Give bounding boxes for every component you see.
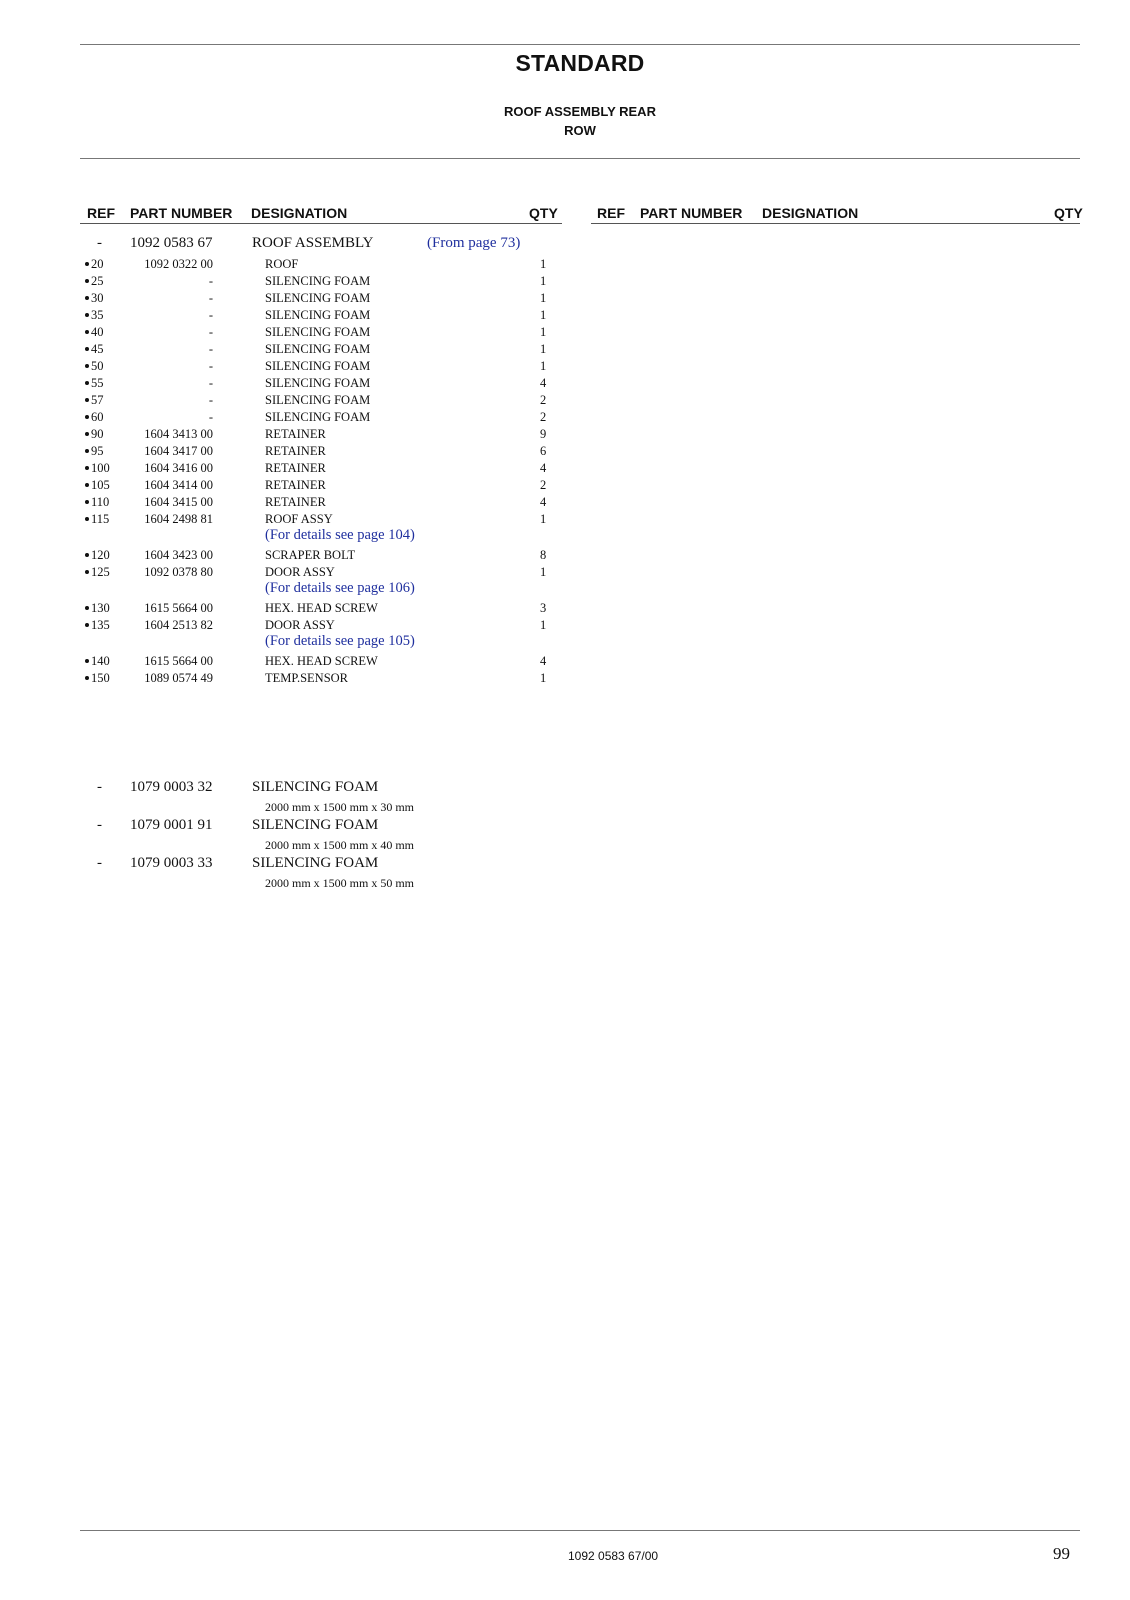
row-ref: 30 xyxy=(91,291,104,305)
part-row xyxy=(0,600,600,617)
row-designation: RETAINER xyxy=(265,495,326,509)
bullet-marker xyxy=(85,494,90,511)
bullet-marker xyxy=(85,273,90,290)
bullet-marker xyxy=(85,324,90,341)
extra-ref: - xyxy=(97,817,102,833)
row-part-number: 1604 3416 00 xyxy=(144,461,213,475)
row-qty: 1 xyxy=(540,618,547,632)
bullet-marker xyxy=(85,477,90,494)
row-qty: 4 xyxy=(540,495,547,509)
row-ref: 55 xyxy=(91,376,104,390)
row-designation: ROOF ASSY xyxy=(265,512,333,526)
row-designation: HEX. HEAD SCREW xyxy=(265,601,378,615)
main-part-number: 1092 0583 67 xyxy=(130,235,213,251)
extra-item-size-row xyxy=(0,875,600,892)
row-part-number: - xyxy=(208,308,213,322)
row-designation: SILENCING FOAM xyxy=(265,359,371,373)
row-qty: 3 xyxy=(540,601,547,615)
row-ref: 95 xyxy=(91,444,104,458)
part-row xyxy=(0,477,600,494)
bullet-marker xyxy=(85,358,90,375)
row-ref: 150 xyxy=(91,671,110,685)
details-link-row xyxy=(0,581,600,598)
row-part-number: - xyxy=(208,291,213,305)
row-qty: 4 xyxy=(540,654,547,668)
part-row xyxy=(0,273,600,290)
bullet-marker xyxy=(85,443,90,460)
row-part-number: - xyxy=(208,410,213,424)
extra-item-size-row xyxy=(0,799,600,816)
row-designation: HEX. HEAD SCREW xyxy=(265,654,378,668)
col-header-rule-left xyxy=(80,223,562,224)
part-row xyxy=(0,307,600,324)
row-part-number: 1604 3414 00 xyxy=(144,478,213,492)
part-row xyxy=(0,290,600,307)
part-row xyxy=(0,358,600,375)
extra-item-size: 2000 mm x 1500 mm x 50 mm xyxy=(265,876,415,890)
row-part-number: 1604 3417 00 xyxy=(144,444,213,458)
page-number: 99 xyxy=(1053,1544,1070,1563)
row-ref: 115 xyxy=(91,512,110,526)
extra-part-number: 1079 0003 33 xyxy=(130,855,213,871)
row-designation: RETAINER xyxy=(265,444,326,458)
extra-part-number: 1079 0001 91 xyxy=(130,817,213,833)
row-part-number: 1092 0322 00 xyxy=(144,257,213,271)
col-header-qty: QTY xyxy=(529,205,558,221)
row-qty: 1 xyxy=(540,359,547,373)
row-part-number: - xyxy=(208,342,213,356)
row-qty: 1 xyxy=(540,274,547,288)
extra-item-row xyxy=(0,855,600,875)
row-ref: 60 xyxy=(91,410,104,424)
part-row xyxy=(0,341,600,358)
main-assembly-row xyxy=(0,235,600,255)
extra-ref: - xyxy=(97,779,102,795)
row-qty: 6 xyxy=(540,444,547,458)
col-header-ref-right: REF xyxy=(597,205,625,221)
row-ref: 125 xyxy=(91,565,110,579)
part-row xyxy=(0,564,600,581)
part-row xyxy=(0,409,600,426)
extra-item-row xyxy=(0,817,600,837)
main-ref: - xyxy=(97,235,102,251)
bullet-marker xyxy=(85,409,90,426)
details-link-row xyxy=(0,634,600,651)
col-header-ref: REF xyxy=(87,205,115,221)
row-part-number: 1604 3423 00 xyxy=(144,548,213,562)
from-page-link[interactable]: (From page 73) xyxy=(427,235,521,251)
row-part-number: 1604 2513 82 xyxy=(144,618,213,632)
row-designation: DOOR ASSY xyxy=(265,565,335,579)
row-qty: 8 xyxy=(540,548,547,562)
row-qty: 4 xyxy=(540,376,547,390)
top-rule xyxy=(80,44,1080,45)
row-ref: 105 xyxy=(91,478,110,492)
row-qty: 1 xyxy=(540,342,547,356)
bullet-marker xyxy=(85,460,90,477)
row-designation: DOOR ASSY xyxy=(265,618,335,632)
row-qty: 1 xyxy=(540,565,547,579)
row-ref: 20 xyxy=(91,257,104,271)
row-ref: 135 xyxy=(91,618,110,632)
row-designation: SILENCING FOAM xyxy=(265,393,371,407)
col-header-designation-right: DESIGNATION xyxy=(762,205,859,221)
row-ref: 40 xyxy=(91,325,104,339)
row-part-number: 1615 5664 00 xyxy=(144,654,213,668)
row-part-number: - xyxy=(208,325,213,339)
part-row xyxy=(0,653,600,670)
row-designation: ROOF xyxy=(265,257,299,271)
bullet-marker xyxy=(85,653,90,670)
row-designation: SILENCING FOAM xyxy=(265,291,371,305)
row-part-number: - xyxy=(208,359,213,373)
document-code: 1092 0583 67/00 xyxy=(568,1549,659,1563)
row-ref: 140 xyxy=(91,654,110,668)
row-designation: SILENCING FOAM xyxy=(265,342,371,356)
row-part-number: 1604 3413 00 xyxy=(144,427,213,441)
row-part-number: 1604 3415 00 xyxy=(144,495,213,509)
page-subtitle: ROOF ASSEMBLY REAR xyxy=(504,104,656,119)
part-row xyxy=(0,670,600,687)
bullet-marker xyxy=(85,617,90,634)
part-row xyxy=(0,460,600,477)
col-header-designation: DESIGNATION xyxy=(251,205,348,221)
details-page-link[interactable]: (For details see page 104) xyxy=(265,527,415,543)
extra-item-size: 2000 mm x 1500 mm x 30 mm xyxy=(265,800,415,814)
bullet-marker xyxy=(85,670,90,687)
row-qty: 1 xyxy=(540,512,547,526)
part-row xyxy=(0,494,600,511)
row-qty: 1 xyxy=(540,291,547,305)
extra-part-number: 1079 0003 32 xyxy=(130,779,213,795)
col-header-part-number: PART NUMBER xyxy=(130,205,233,221)
row-part-number: - xyxy=(208,274,213,288)
extra-item-row xyxy=(0,779,600,799)
row-designation: RETAINER xyxy=(265,427,326,441)
row-designation: SILENCING FOAM xyxy=(265,376,371,390)
row-ref: 100 xyxy=(91,461,110,475)
bullet-marker xyxy=(85,600,90,617)
bullet-marker xyxy=(85,341,90,358)
col-header-qty-right: QTY xyxy=(1054,205,1083,221)
row-part-number: 1604 2498 81 xyxy=(144,512,213,526)
row-designation: SCRAPER BOLT xyxy=(265,548,356,562)
part-row xyxy=(0,426,600,443)
bullet-marker xyxy=(85,392,90,409)
row-designation: SILENCING FOAM xyxy=(265,410,371,424)
bullet-marker xyxy=(85,547,90,564)
col-header-part-number-right: PART NUMBER xyxy=(640,205,743,221)
extra-designation: SILENCING FOAM xyxy=(252,855,379,871)
row-ref: 57 xyxy=(91,393,104,407)
part-row xyxy=(0,256,600,273)
row-qty: 9 xyxy=(540,427,547,441)
row-qty: 1 xyxy=(540,308,547,322)
part-row xyxy=(0,443,600,460)
part-row xyxy=(0,511,600,528)
row-ref: 45 xyxy=(91,342,104,356)
extra-designation: SILENCING FOAM xyxy=(252,817,379,833)
row-qty: 2 xyxy=(540,410,547,424)
row-ref: 50 xyxy=(91,359,104,373)
row-ref: 35 xyxy=(91,308,104,322)
bullet-marker xyxy=(85,564,90,581)
row-designation: SILENCING FOAM xyxy=(265,308,371,322)
bullet-marker xyxy=(85,290,90,307)
part-row xyxy=(0,617,600,634)
bullet-marker xyxy=(85,307,90,324)
row-designation: TEMP.SENSOR xyxy=(265,671,349,685)
row-designation: RETAINER xyxy=(265,461,326,475)
row-ref: 110 xyxy=(91,495,110,509)
bullet-marker xyxy=(85,426,90,443)
row-designation: SILENCING FOAM xyxy=(265,274,371,288)
page-subtitle-variant: ROW xyxy=(564,123,596,138)
row-part-number: 1615 5664 00 xyxy=(144,601,213,615)
row-part-number: - xyxy=(208,376,213,390)
page-title: STANDARD xyxy=(515,50,645,76)
bullet-marker xyxy=(85,511,90,528)
row-qty: 1 xyxy=(540,257,547,271)
extra-item-size-row xyxy=(0,837,600,854)
row-designation: SILENCING FOAM xyxy=(265,325,371,339)
extra-designation: SILENCING FOAM xyxy=(252,779,379,795)
header-bottom-rule xyxy=(80,158,1080,159)
part-row xyxy=(0,547,600,564)
details-page-link[interactable]: (For details see page 105) xyxy=(265,633,415,649)
row-part-number: 1092 0378 80 xyxy=(144,565,213,579)
row-ref: 130 xyxy=(91,601,110,615)
col-header-rule-right xyxy=(591,223,1080,224)
main-designation: ROOF ASSEMBLY xyxy=(252,235,374,251)
row-qty: 2 xyxy=(540,393,547,407)
row-qty: 2 xyxy=(540,478,547,492)
row-part-number: - xyxy=(208,393,213,407)
details-page-link[interactable]: (For details see page 106) xyxy=(265,580,415,596)
part-row xyxy=(0,375,600,392)
bullet-marker xyxy=(85,375,90,392)
details-link-row xyxy=(0,528,600,545)
part-row xyxy=(0,324,600,341)
row-part-number: 1089 0574 49 xyxy=(144,671,213,685)
bullet-marker xyxy=(85,256,90,273)
row-qty: 1 xyxy=(540,671,547,685)
row-ref: 90 xyxy=(91,427,104,441)
extra-ref: - xyxy=(97,855,102,871)
row-designation: RETAINER xyxy=(265,478,326,492)
part-row xyxy=(0,392,600,409)
extra-item-size: 2000 mm x 1500 mm x 40 mm xyxy=(265,838,415,852)
row-qty: 4 xyxy=(540,461,547,475)
row-qty: 1 xyxy=(540,325,547,339)
row-ref: 120 xyxy=(91,548,110,562)
row-ref: 25 xyxy=(91,274,104,288)
footer-rule xyxy=(80,1530,1080,1531)
